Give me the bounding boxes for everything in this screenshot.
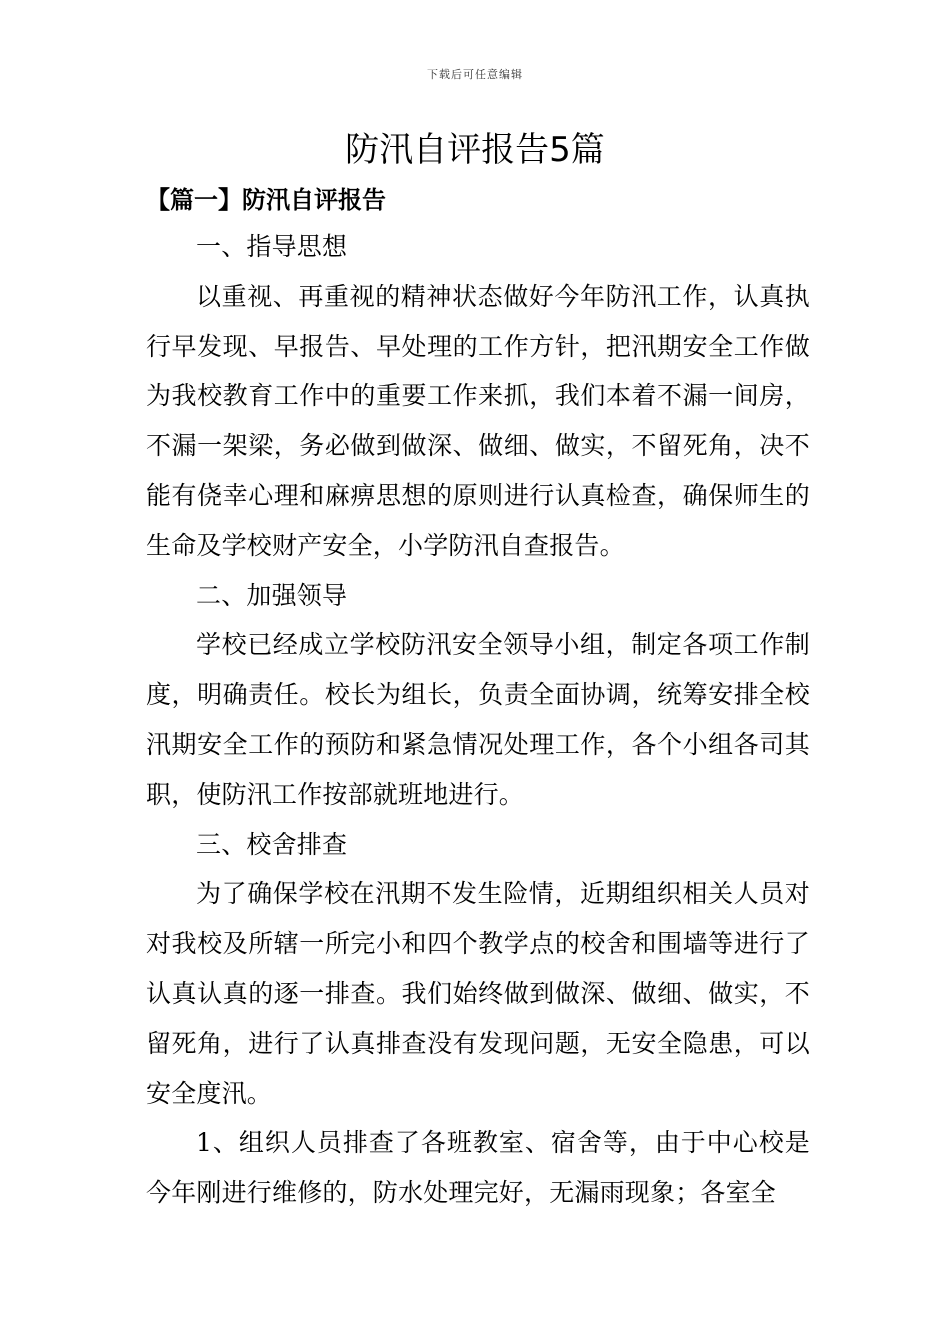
header-note: 下载后可任意编辑 xyxy=(427,68,523,81)
heading-guiding-ideology: 一、指导思想 xyxy=(196,232,348,261)
paragraph-school-building-inspection: 为了确保学校在汛期不发生险情，近期组织相关人员对对我校及所辖一所完小和四个教学点的校舍和围墙等进行了认真认真的逐一排查。我们始终做到做深、做细、做实，不留死角，进行了认真排查没有发现问题，无安全隐患，可以安全度汛。 xyxy=(146,879,810,1108)
heading-school-building-inspection: 三、校舍排查 xyxy=(196,829,348,859)
paragraph-strengthen-leadership: 学校已经成立学校防汛安全领导小组，制定各项工作制度，明确责任。校长为组长，负责全面协调，统筹安排全校汛期安全工作的预防和紧急情况处理工作，各个小组各司其职，使防汛工作按部就班地进行。 xyxy=(146,630,810,809)
paragraph-item-1: 1、组织人员排查了各班教室、宿舍等，由于中心校是今年刚进行维修的，防水处理完好，无漏雨现象；各室全 xyxy=(146,1128,810,1208)
section-title: 【篇一】防汛自评报告 xyxy=(146,185,386,214)
document-title: 防汛自评报告5篇 xyxy=(345,130,605,170)
paragraph-guiding-ideology: 以重视、再重视的精神状态做好今年防汛工作，认真执行早发现、早报告、早处理的工作方针，把汛期安全工作做为我校教育工作中的重要工作来抓，我们本着不漏一间房，不漏一架梁，务必做到做深、做细、做实，不留死角，决不能有侥幸心理和麻痹思想的原则进行认真检查，确保师生的生命及学校财产安全，小学防汛自查报告。 xyxy=(146,281,810,560)
heading-strengthen-leadership: 二、加强领导 xyxy=(196,580,348,610)
document-body xyxy=(146,222,810,1218)
